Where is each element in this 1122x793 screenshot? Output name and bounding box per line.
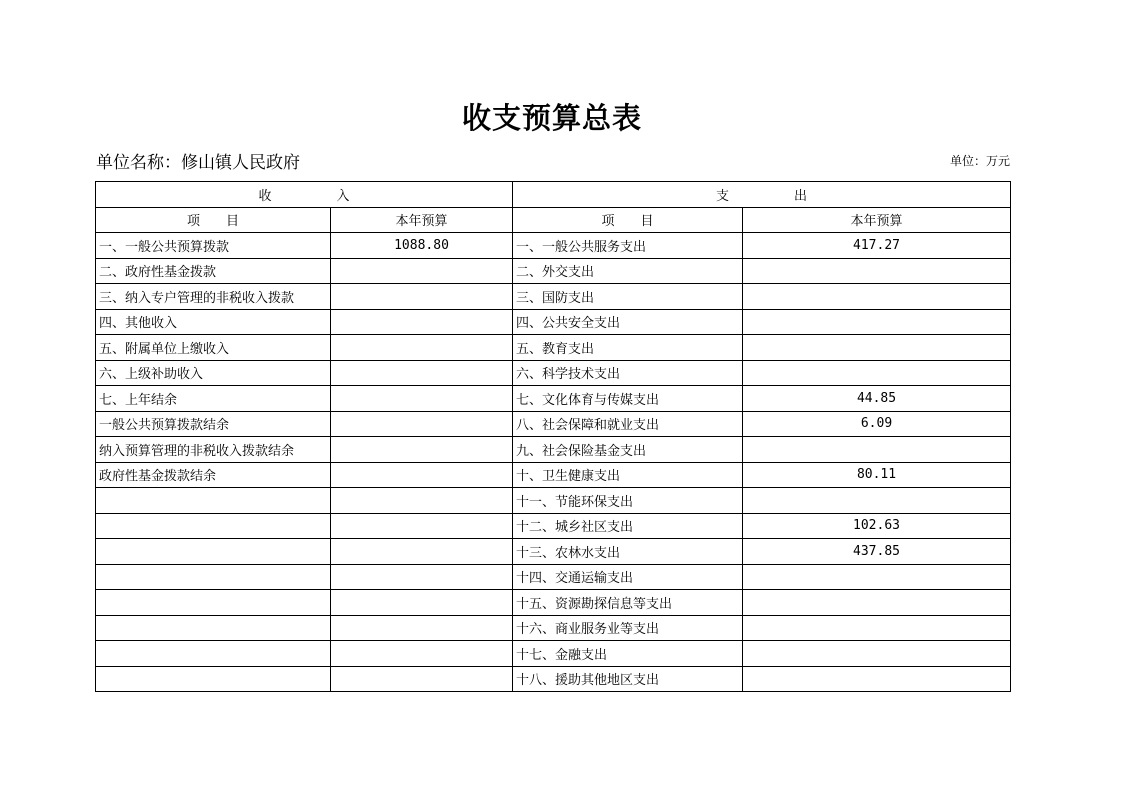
income-item-cell <box>96 564 331 590</box>
income-item-header: 项 目 <box>96 207 331 233</box>
income-item-cell: 三、纳入专户管理的非税收入拨款 <box>96 284 331 310</box>
unit-label: 单位：万元 <box>949 154 1010 168</box>
table-row <box>96 462 1011 488</box>
expense-value-cell <box>743 335 1011 361</box>
budget-table <box>95 181 1011 692</box>
expense-value-cell <box>743 590 1011 616</box>
income-value-cell: 1088.80 <box>331 233 513 259</box>
expense-item-cell: 六、科学技术支出 <box>513 360 743 386</box>
expense-item-cell: 十六、商业服务业等支出 <box>513 615 743 641</box>
page-title: 收支预算总表 <box>461 101 642 135</box>
expense-value-cell <box>743 615 1011 641</box>
expense-value-cell <box>743 437 1011 463</box>
income-value-cell <box>331 666 513 692</box>
income-item-cell <box>96 590 331 616</box>
expense-item-cell: 七、文化体育与传媒支出 <box>513 386 743 412</box>
expense-item-cell: 二、外交支出 <box>513 258 743 284</box>
income-item-cell <box>96 513 331 539</box>
expense-item-cell: 十八、援助其他地区支出 <box>513 666 743 692</box>
expense-item-cell: 十一、节能环保支出 <box>513 488 743 514</box>
table-row <box>96 641 1011 667</box>
expense-value-cell: 80.11 <box>743 462 1011 488</box>
expense-section-header: 支 出 <box>513 182 1011 208</box>
table-row <box>96 335 1011 361</box>
expense-value-cell <box>743 309 1011 335</box>
expense-item-cell: 十三、农林水支出 <box>513 539 743 565</box>
expense-value-cell: 417.27 <box>743 233 1011 259</box>
income-budget-header: 本年预算 <box>331 207 513 233</box>
income-value-cell <box>331 488 513 514</box>
expense-item-cell: 十、卫生健康支出 <box>513 462 743 488</box>
expense-value-cell: 6.09 <box>743 411 1011 437</box>
expense-value-cell <box>743 564 1011 590</box>
expense-value-cell <box>743 360 1011 386</box>
expense-value-cell <box>743 666 1011 692</box>
table-row <box>96 666 1011 692</box>
table-row <box>96 590 1011 616</box>
income-value-cell <box>331 284 513 310</box>
income-item-cell: 七、上年结余 <box>96 386 331 412</box>
expense-value-cell <box>743 641 1011 667</box>
income-item-cell: 二、政府性基金拨款 <box>96 258 331 284</box>
income-item-cell <box>96 641 331 667</box>
income-value-cell <box>331 411 513 437</box>
income-item-cell: 一、一般公共预算拨款 <box>96 233 331 259</box>
expense-item-cell: 十七、金融支出 <box>513 641 743 667</box>
table-row <box>96 564 1011 590</box>
table-row <box>96 233 1011 259</box>
table-row <box>96 258 1011 284</box>
table-row <box>96 309 1011 335</box>
table-row <box>96 411 1011 437</box>
income-item-cell <box>96 488 331 514</box>
expense-value-cell <box>743 284 1011 310</box>
expense-item-cell: 十二、城乡社区支出 <box>513 513 743 539</box>
expense-item-cell: 四、公共安全支出 <box>513 309 743 335</box>
income-value-cell <box>331 513 513 539</box>
table-row <box>96 488 1011 514</box>
expense-value-cell: 44.85 <box>743 386 1011 412</box>
unit-name: 单位名称：修山镇人民政府 <box>96 153 300 173</box>
income-value-cell <box>331 386 513 412</box>
expense-item-cell: 五、教育支出 <box>513 335 743 361</box>
income-item-cell <box>96 539 331 565</box>
table-row <box>96 284 1011 310</box>
expense-item-header: 项 目 <box>513 207 743 233</box>
budget-table-body <box>96 182 1011 692</box>
table-row <box>96 513 1011 539</box>
table-row <box>96 539 1011 565</box>
income-item-cell: 五、附属单位上缴收入 <box>96 335 331 361</box>
expense-value-cell <box>743 488 1011 514</box>
income-item-cell: 政府性基金拨款结余 <box>96 462 331 488</box>
income-value-cell <box>331 590 513 616</box>
table-row <box>96 437 1011 463</box>
income-value-cell <box>331 437 513 463</box>
expense-budget-header: 本年预算 <box>743 207 1011 233</box>
income-value-cell <box>331 564 513 590</box>
income-value-cell <box>331 641 513 667</box>
expense-item-cell: 十五、资源勘探信息等支出 <box>513 590 743 616</box>
income-section-header: 收 入 <box>96 182 513 208</box>
income-item-cell: 六、上级补助收入 <box>96 360 331 386</box>
table-row <box>96 360 1011 386</box>
section-header-row <box>96 182 1011 208</box>
income-item-cell: 纳入预算管理的非税收入拨款结余 <box>96 437 331 463</box>
expense-value-cell: 437.85 <box>743 539 1011 565</box>
income-item-cell <box>96 615 331 641</box>
income-item-cell <box>96 666 331 692</box>
expense-item-cell: 三、国防支出 <box>513 284 743 310</box>
income-value-cell <box>331 360 513 386</box>
income-value-cell <box>331 309 513 335</box>
expense-item-cell: 十四、交通运输支出 <box>513 564 743 590</box>
column-header-row <box>96 207 1011 233</box>
expense-item-cell: 八、社会保障和就业支出 <box>513 411 743 437</box>
income-value-cell <box>331 335 513 361</box>
expense-item-cell: 一、一般公共服务支出 <box>513 233 743 259</box>
expense-item-cell: 九、社会保险基金支出 <box>513 437 743 463</box>
income-item-cell: 四、其他收入 <box>96 309 331 335</box>
table-row <box>96 386 1011 412</box>
income-value-cell <box>331 258 513 284</box>
expense-value-cell: 102.63 <box>743 513 1011 539</box>
income-value-cell <box>331 462 513 488</box>
income-item-cell: 一般公共预算拨款结余 <box>96 411 331 437</box>
expense-value-cell <box>743 258 1011 284</box>
income-value-cell <box>331 615 513 641</box>
income-value-cell <box>331 539 513 565</box>
table-row <box>96 615 1011 641</box>
